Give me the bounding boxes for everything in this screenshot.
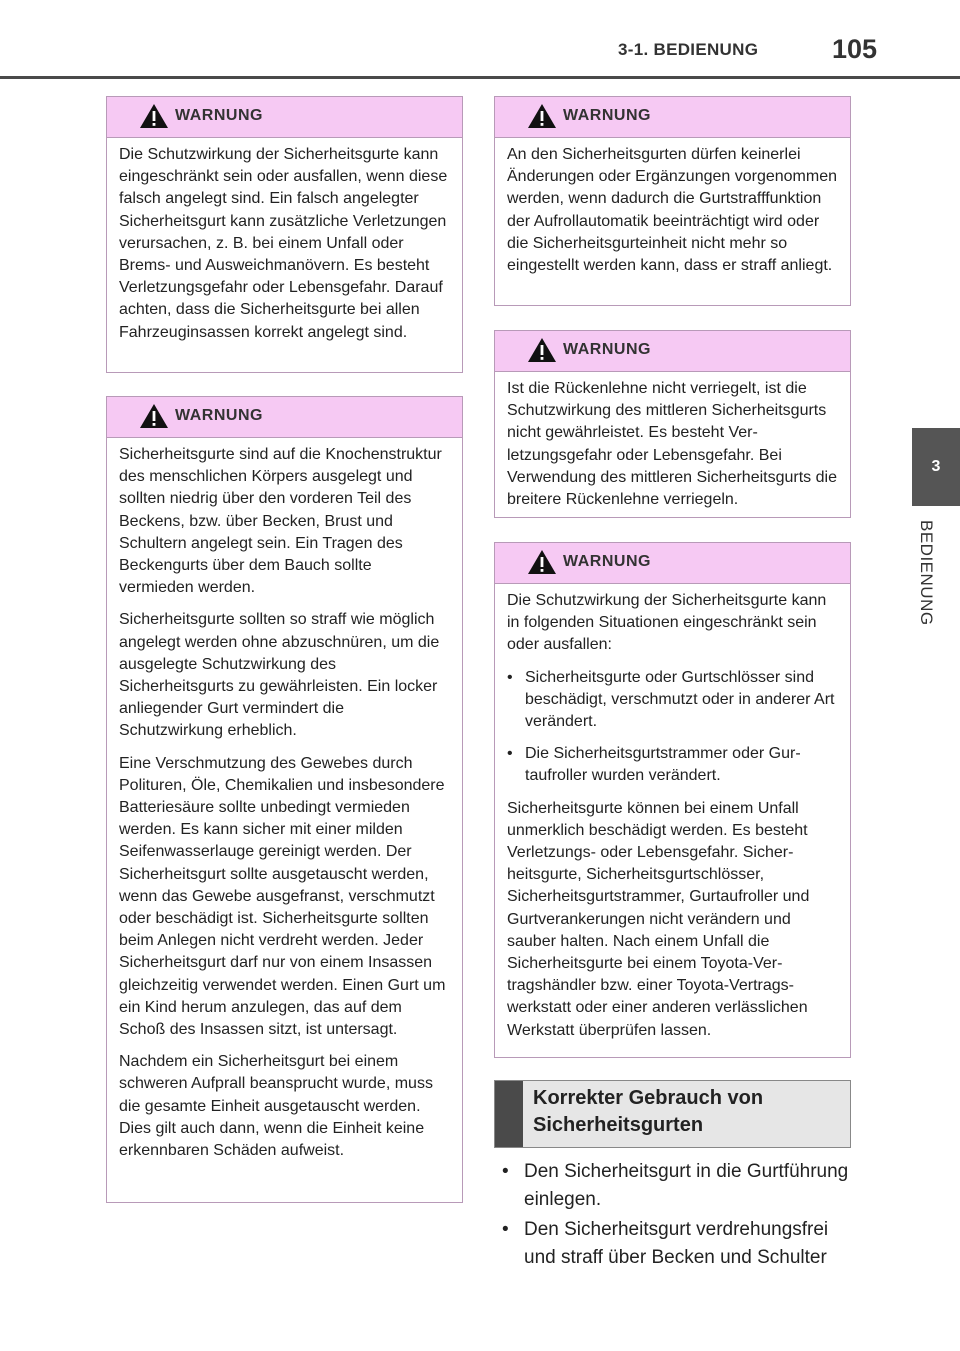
section-heading-bar — [495, 1081, 523, 1147]
list-item: • Sicherheitsgurte oder Gurtschlösser sind beschädigt, verschmutzt oder in anderer Art verändert. — [507, 667, 838, 734]
warning-title: WARNUNG — [175, 407, 263, 424]
section-heading-line: Sicherheitsgurten — [533, 1114, 704, 1136]
warning-text: Eine Verschmutzung des Gewebes durch Polituren, Öle, Chemikalien und insbesondere Batteriesäure sollte unbedingt vermieden werden. Es kann sicher mit einer milden Seifenwasserlauge gereinigt werden. Der Sicherheitsgurt sollte ausgetauscht werden, wenn das Gewebe ausgefranst, verschmutzt oder beschädigt ist. Sicherheitsgurte sollten beim Anlegen nicht verdreht werden. Jeder Sicherheitsgurt darf nur von einem Insassen gleichzeitig verwendet werden. Einen Gurt um ein Kind herum anzulegen, das auf dem Schoß des Insassen sitzt, ist untersagt. — [119, 754, 446, 1039]
chapter-tab[interactable]: 3 — [912, 428, 960, 506]
warning-box-5 — [494, 542, 851, 1058]
warning-triangle-icon — [139, 102, 169, 130]
list-item: • Den Sicherheitsgurt verdrehungsfrei und straff über Becken und Schulter — [502, 1216, 852, 1272]
warning-text: An den Sicherheitsgurten dürfen keinerlei Änderungen oder Ergänzungen vorgenommen werden, wenn dadurch die Gurtstrafffunktion der Aufrollautomatik beeinträchtigt wird oder die Sicherheitsgurteinheit nicht mehr so eingestellt werden kann, dass er straff anliegt. — [507, 146, 838, 275]
header-rule — [0, 76, 960, 79]
chapter-label: BEDIENUNG — [917, 520, 936, 626]
warning-triangle-icon — [139, 402, 169, 430]
instruction-list — [502, 1158, 852, 1274]
warning-title: WARNUNG — [563, 107, 651, 124]
warning-text: Nachdem ein Sicherheitsgurt bei einem schweren Aufprall beansprucht wurde, muss die gesamte Einheit ausgetauscht werden. Dies gilt auch dann, wenn die Einheit keine erkennbaren Schäden aufweist. — [119, 1053, 433, 1160]
list-item: • Die Sicherheitsgurtstrammer oder Gurtaufroller wurden verändert. — [507, 743, 838, 787]
warning-text: Sicherheitsgurte können bei einem Unfall unmerklich beschädigt werden. Es besteht Verletzungs- oder Lebensgefahr. Sicherheitsgurte, Sicherheitsgurtschlösser, Sicherheitsgurtstrammer, Gurtaufroller und Gurtverankerungen nicht verändern und sauber halten. Nach einem Unfall die Sicherheitsgurte bei einem Toyota-Vertragshändler bzw. einer Toyota-Vertragswerkstatt oder einer anderen verlässlichen Werkstatt überprüfen lassen. — [507, 799, 810, 1039]
list-item: • Den Sicherheitsgurt in die Gurtführung einlegen. — [502, 1158, 852, 1214]
section-title: 3-1. BEDIENUNG — [618, 40, 759, 59]
warning-triangle-icon — [527, 102, 557, 130]
warning-title: WARNUNG — [175, 107, 263, 124]
list-item-text: Sicherheitsgurte oder Gurtschlösser sind beschädigt, verschmutzt oder in anderer Art verändert. — [525, 668, 835, 731]
warning-triangle-icon — [527, 336, 557, 364]
warning-header — [107, 397, 462, 438]
warning-title: WARNUNG — [563, 341, 651, 358]
warning-text: Ist die Rückenlehne nicht verriegelt, ist die Schutzwirkung des mittleren Sicherheitsgurts nicht gewährleistet. Es besteht Verletzungsgefahr oder Lebensgefahr. Bei Verwendung des mittleren Sicherheitsgurts die breitere Rückenlehne verriegeln. — [507, 380, 837, 509]
warning-text: Die Schutzwirkung der Sicherheitsgurte kann eingeschränkt sein oder ausfallen, wenn diese falsch angelegt sind. Ein falsch angelegter Sicherheitsgurt kann zusätzliche Verletzungen verursachen, z. B. bei einem Unfall oder Brems- und Ausweichmanövern. Es besteht Verletzungsgefahr oder Lebensgefahr. Darauf achten, dass die Sicherheitsgurte bei allen Fahrzeuginsassen korrekt angelegt sind. — [119, 146, 448, 341]
warning-header — [495, 331, 850, 372]
warning-text: Sicherheitsgurte sind auf die Knochenstruktur des menschlichen Körpers ausgelegt und sollten niedrig über den vorderen Teil des Beckens, bzw. über Becken, Brust und Schultern angelegt sein. Ein Tragen des Beckengurts über dem Bauch sollte vermieden werden. — [119, 446, 442, 597]
warning-box-4 — [494, 330, 851, 518]
warning-header — [495, 97, 850, 138]
list-item-text: Den Sicherheitsgurt verdrehungsfrei und straff über Becken und Schulter — [524, 1219, 829, 1268]
section-heading — [494, 1080, 851, 1148]
list-item-text: Den Sicherheitsgurt in die Gurtführung einlegen. — [524, 1161, 849, 1210]
warning-text: Die Schutzwirkung der Sicherheitsgurte kann in folgenden Situationen eingeschränkt sein oder ausfallen: — [507, 592, 827, 654]
warning-box-2 — [106, 396, 463, 1203]
warning-box-1 — [106, 96, 463, 373]
warning-text: Sicherheitsgurte sollten so straff wie möglich angelegt werden ohne abzuschnüren, um die ausgelegte Schutzwirkung des Sicherheitsgurts zu gewährleisten. Ein locker anliegender Gurt vermindert die Schutzwirkung erheblich. — [119, 611, 440, 740]
page-number: 105 — [832, 34, 878, 64]
section-heading-line: Korrekter Gebrauch von — [533, 1087, 764, 1109]
warning-box-3 — [494, 96, 851, 306]
warning-header — [107, 97, 462, 138]
warning-header — [495, 543, 850, 584]
warning-title: WARNUNG — [563, 553, 651, 570]
warning-triangle-icon — [527, 548, 557, 576]
list-item-text: Die Sicherheitsgurtstrammer oder Gurtaufroller wurden verändert. — [525, 745, 801, 785]
